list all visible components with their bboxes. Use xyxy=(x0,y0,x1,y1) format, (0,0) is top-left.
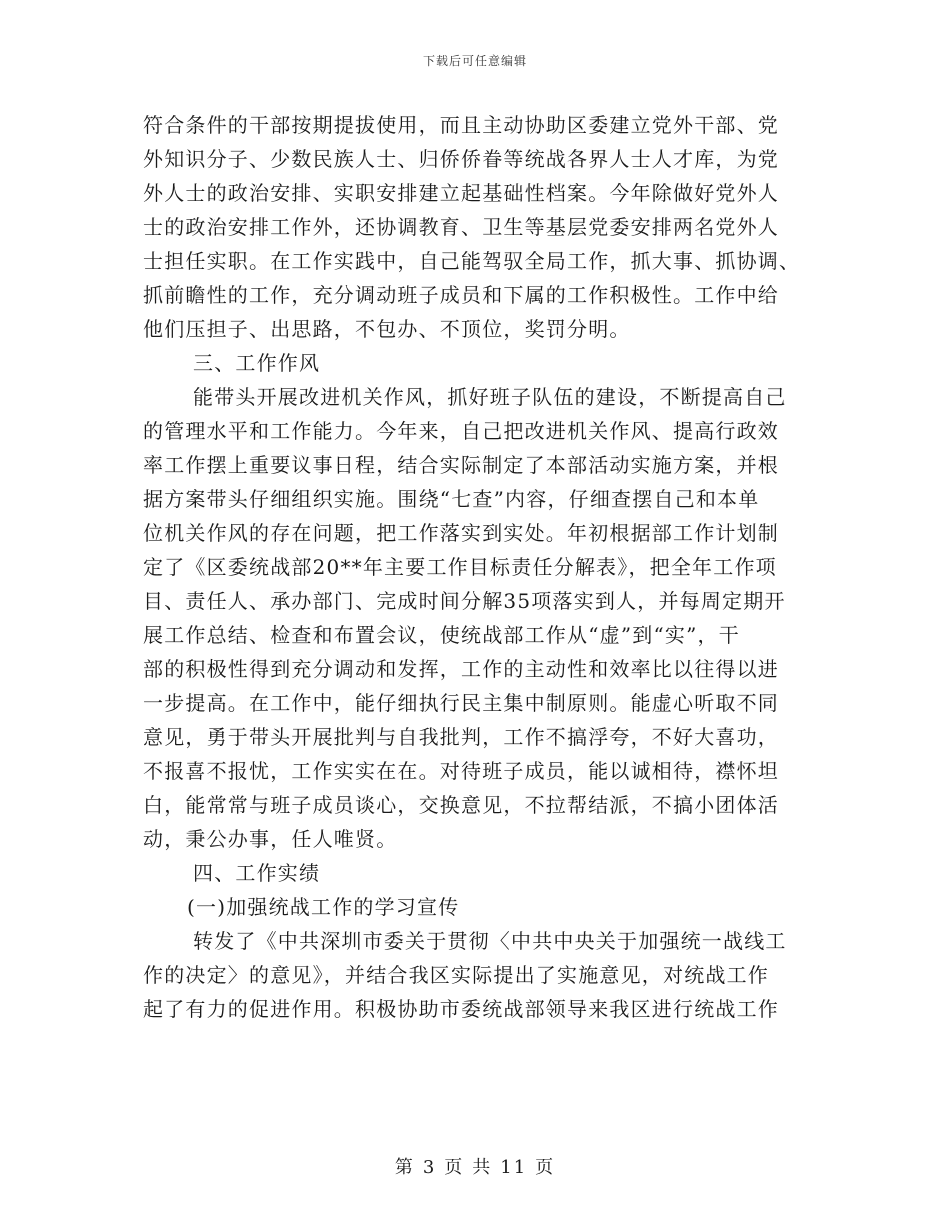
body-line: 不报喜不报忧，工作实实在在。对待班子成员，能以诚相待，襟怀坦 xyxy=(143,759,779,783)
body-line: 展工作总结、检查和布置会议，使统战部工作从“虚”到“实”，干 xyxy=(143,623,740,647)
body-line: 士担任实职。在工作实践中，自己能驾驭全局工作，抓大事、抓协调、 xyxy=(143,249,801,273)
footer-total-word: 共 xyxy=(472,1157,493,1178)
subsection-heading: (一)加强统战工作的学习宣传 xyxy=(187,895,460,919)
body-line: 士的政治安排工作外，还协调教育、卫生等基层党委安排两名党外人 xyxy=(143,215,779,239)
body-line: 率工作摆上重要议事日程，结合实际制定了本部活动实施方案，并根 xyxy=(143,453,779,477)
body-line: 位机关作风的存在问题，把工作落实到实处。年初根据部工作计划制 xyxy=(143,521,779,545)
footer-current-page: 3 xyxy=(422,1157,437,1178)
body-line: 符合条件的干部按期提拔使用，而且主动协助区委建立党外干部、党 xyxy=(143,113,779,137)
body-line: 动，秉公办事，任人唯贤。 xyxy=(143,827,398,851)
section-heading: 四、工作实绩 xyxy=(193,861,321,885)
section-heading: 三、工作作风 xyxy=(193,351,321,375)
body-line: 目、责任人、承办部门、完成时间分解35项落实到人，并每周定期开 xyxy=(143,589,786,613)
page-number-footer xyxy=(0,1153,950,1179)
body-line: 定了《区委统战部20**年主要工作目标责任分解表》，把全年工作项 xyxy=(143,555,777,579)
body-line: 一步提高。在工作中，能仔细执行民主集中制原则。能虚心听取不同 xyxy=(143,691,779,715)
body-line: 部的积极性得到充分调动和发挥，工作的主动性和效率比以往得以进 xyxy=(143,657,779,681)
body-line: 据方案带头仔细组织实施。围绕“七查”内容，仔细查摆自己和本单 xyxy=(143,487,760,511)
document-body xyxy=(143,108,813,1026)
footer-total-pages: 11 xyxy=(500,1157,528,1178)
page-header-note: 下载后可任意编辑 xyxy=(422,54,527,68)
body-line: 外知识分子、少数民族人士、归侨侨眷等统战各界人士人才库，为党 xyxy=(143,147,779,171)
body-line: 能带头开展改进机关作风，抓好班子队伍的建设，不断提高自己 xyxy=(193,385,787,409)
body-line: 起了有力的促进作用。积极协助市委统战部领导来我区进行统战工作 xyxy=(143,997,779,1021)
body-line: 的管理水平和工作能力。今年来，自己把改进机关作风、提高行政效 xyxy=(143,419,779,443)
body-line: 白，能常常与班子成员谈心，交换意见，不拉帮结派，不搞小团体活 xyxy=(143,793,779,817)
body-line: 外人士的政治安排、实职安排建立起基础性档案。今年除做好党外人 xyxy=(143,181,779,205)
footer-suffix: 页 xyxy=(535,1157,556,1178)
body-line: 作的决定〉的意见》，并结合我区实际提出了实施意见，对统战工作 xyxy=(143,963,769,987)
body-line: 他们压担子、出思路，不包办、不顶位，奖罚分明。 xyxy=(143,317,631,341)
footer-prefix: 第 xyxy=(394,1157,415,1178)
body-line: 抓前瞻性的工作，充分调动班子成员和下属的工作积极性。工作中给 xyxy=(143,283,779,307)
body-line: 转发了《中共深圳市委关于贯彻〈中共中央关于加强统一战线工 xyxy=(193,929,787,953)
body-line: 意见，勇于带头开展批判与自我批判，工作不搞浮夸，不好大喜功， xyxy=(143,725,779,749)
footer-page-word: 页 xyxy=(444,1157,465,1178)
